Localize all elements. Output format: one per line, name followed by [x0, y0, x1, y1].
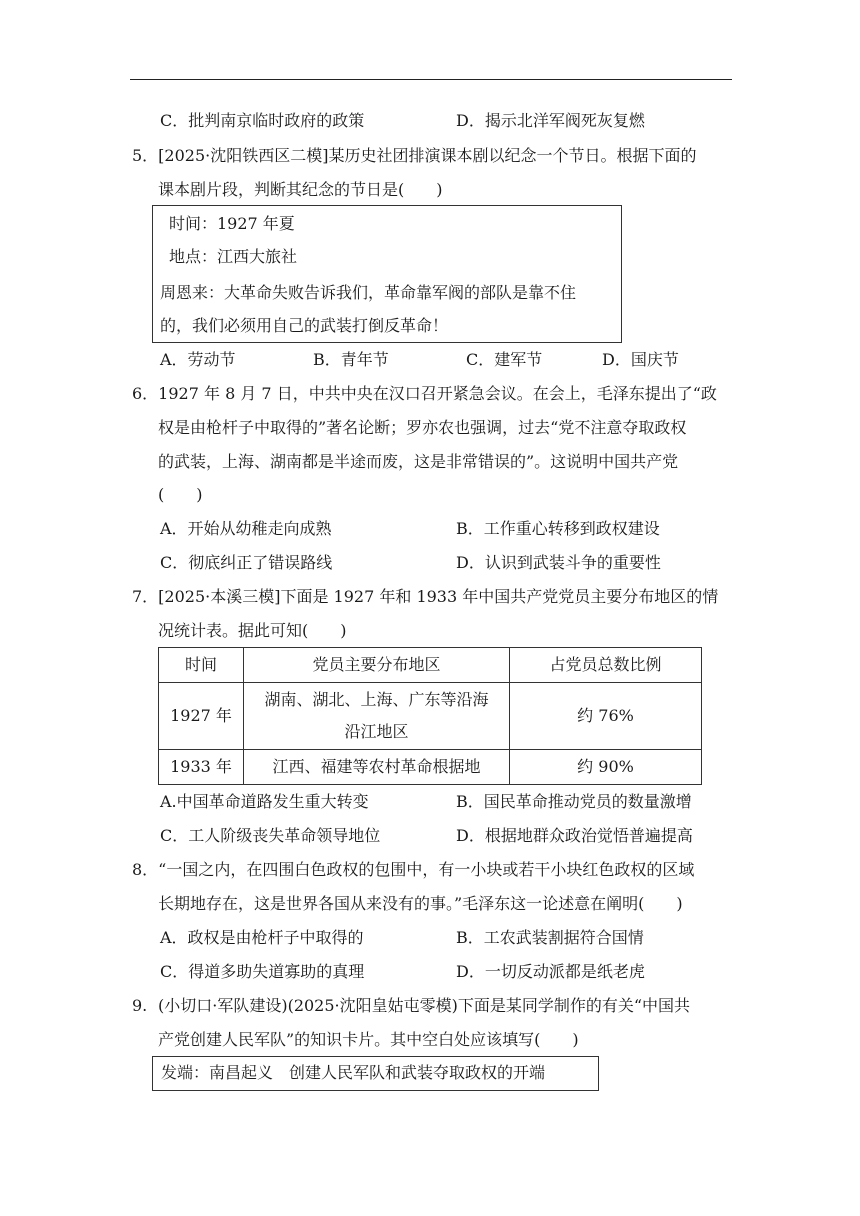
- q9-number: 9.: [132, 996, 148, 1015]
- q6-option-a: A．开始从幼稚走向成熟: [160, 519, 332, 538]
- q5-option-c: C．建军节: [466, 350, 543, 369]
- q8-stem-line1: 8．“一国之内，在四围白色政权的包围中，有一小块或若干小块红色政权的区域: [132, 860, 695, 879]
- table-cell-region: 江西、福建等农村革命根据地: [244, 750, 510, 785]
- table-row: [159, 683, 702, 750]
- q6-stem-line3: 的武装，上海、湖南都是半途而废，这是非常错误的”。这说明中国共产党: [158, 452, 679, 471]
- header-rule: [130, 79, 732, 80]
- q5-option-b: B．青年节: [313, 350, 389, 369]
- q7-option-c: C．工人阶级丧失革命领导地位: [160, 826, 381, 845]
- q5-script-speech-line2: 的，我们必须用自己的武装打倒反革命！: [160, 316, 449, 335]
- q5-stem-line2: 课本剧片段，判断其纪念的节日是( ): [158, 180, 443, 199]
- table-cell-time: 1933 年: [159, 750, 244, 785]
- q7-stem-line2: 况统计表。据此可知( ): [158, 621, 347, 640]
- q9-card-text: 发端：南昌起义 创建人民军队和武装夺取政权的开端: [161, 1063, 546, 1082]
- q5-script-place: 地点：江西大旅社: [169, 247, 298, 266]
- q9-stem-line1: (小切口·军队建设)(2025·沈阳皇姑屯零模)下面是某同学制作的有关“中国共: [158, 996, 691, 1015]
- q8-option-c: C．得道多助失道寡助的真理: [160, 962, 365, 981]
- q9-knowledge-card: [152, 1056, 599, 1091]
- q7-option-a: A.中国革命道路发生重大转变: [160, 792, 369, 811]
- prev-option-c: C．批判南京临时政府的政策: [160, 111, 365, 130]
- q5-option-d: D．国庆节: [602, 350, 679, 369]
- prev-option-d: D．揭示北洋军阀死灰复燃: [456, 111, 645, 130]
- q7-option-b: B．国民革命推动党员的数量激增: [456, 792, 692, 811]
- table-header-cell: 时间: [159, 648, 244, 683]
- table-cell-ratio: 约 90%: [510, 750, 702, 785]
- table-header-cell: 党员主要分布地区: [244, 648, 510, 683]
- table-cell-region-line2: 沿江地区: [344, 722, 409, 741]
- q8-option-a: A．政权是由枪杆子中取得的: [160, 928, 364, 947]
- q9-stem-line2: 产党创建人民军队”的知识卡片。其中空白处应该填写( ): [158, 1030, 579, 1049]
- table-cell-region-line1: 湖南、湖北、上海、广东等沿海: [264, 690, 489, 709]
- q5-stem-line1: 5．[2025·沈阳铁西区二模]某历史社团排演课本剧以纪念一个节日。根据下面的: [132, 146, 697, 165]
- q6-stem-line1: 6．1927 年 8 月 7 日，中共中央在汉口召开紧急会议。在会上，毛泽东提出了“政: [132, 384, 717, 403]
- q8-option-b: B．工农武装割据符合国情: [456, 928, 644, 947]
- table-cell-ratio: 约 76%: [510, 683, 702, 750]
- q5-option-a: A．劳动节: [160, 350, 236, 369]
- q6-option-b: B．工作重心转移到政权建设: [456, 519, 660, 538]
- q5-script-box: [152, 205, 622, 343]
- q7-stem-line1: 7．[2025·本溪三模]下面是 1927 年和 1933 年中国共产党党员主要分布地区的情: [132, 587, 719, 606]
- table-header-cell: 占党员总数比例: [510, 648, 702, 683]
- table-row: [159, 750, 702, 785]
- table-cell-time: 1927 年: [159, 683, 244, 750]
- q8-stem-line2: 长期地存在，这是世界各国从来没有的事。”毛泽东这一论述意在阐明( ): [158, 894, 683, 913]
- table-header-row: [159, 648, 702, 683]
- q7-statistics-table: [158, 647, 702, 785]
- table-cell-region: [244, 683, 510, 750]
- q7-option-d: D．根据地群众政治觉悟普遍提高: [456, 826, 693, 845]
- q6-stem-line2: 权是由枪杆子中取得的”著名论断；罗亦农也强调，过去“党不注意夺取政权: [158, 418, 687, 437]
- q6-option-d: D．认识到武装斗争的重要性: [456, 553, 661, 572]
- q6-option-c: C．彻底纠正了错误路线: [160, 553, 333, 572]
- q8-option-d: D．一切反动派都是纸老虎: [456, 962, 645, 981]
- q5-script-speech-line1: 周恩来：大革命失败告诉我们，革命靠军阀的部队是靠不住: [160, 283, 577, 302]
- q6-stem-line4: ( ): [158, 485, 203, 504]
- q5-script-time: 时间：1927 年夏: [169, 214, 295, 233]
